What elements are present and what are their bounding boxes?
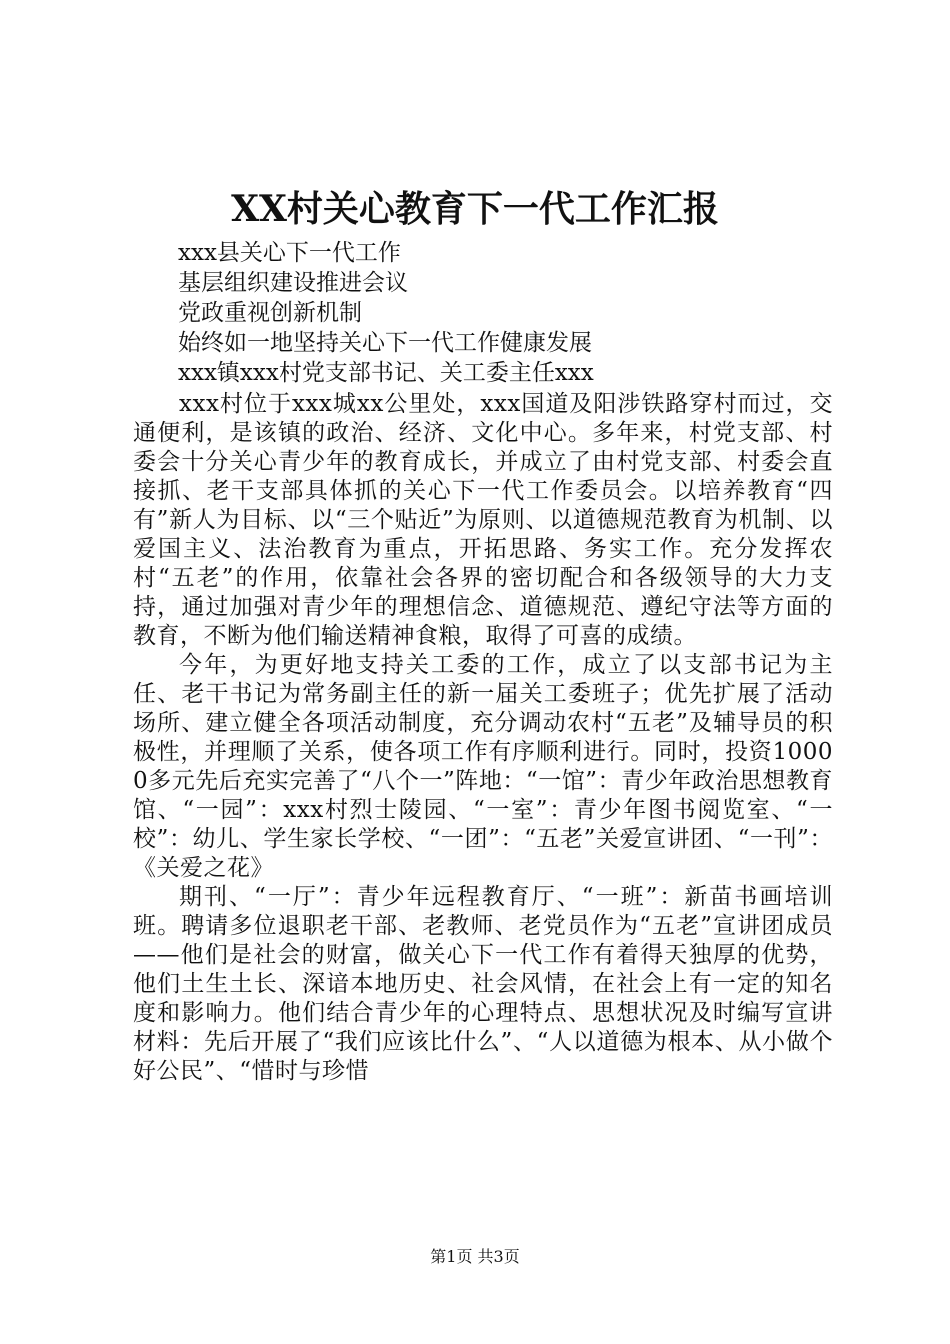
- document-title: XX村关心教育下一代工作汇报: [231, 188, 719, 230]
- lead-line: xxx镇xxx村党支部书记、关工委主任xxx: [178, 360, 594, 386]
- lead-line: xxx县关心下一代工作: [178, 240, 401, 266]
- lead-line: 基层组织建设推进会议: [178, 270, 408, 296]
- paragraph: 期刊、“一厅”：青少年远程教育厅、“一班”：新苗书画培训班。聘请多位退职老干部、老教师、老党员作为“五老”宣讲团成员——他们是社会的财富，做关心下一代工作有着得天独厚的优势，他们土生土长、深谙本地历史、社会风情，在社会上有一定的知名度和影响力。他们结合青少年的心理特点、思想状况及时编写宣讲材料：先后开展了“我们应该比什么”、“人以道德为根本、从小做个好公民”、“惜时与珍惜: [133, 884, 833, 1084]
- lead-lines: [178, 238, 858, 388]
- lead-line: 始终如一地坚持关心下一代工作健康发展: [178, 330, 592, 356]
- lead-line: 党政重视创新机制: [178, 300, 362, 326]
- body-text: [133, 390, 833, 1086]
- page-footer: 第1页 共3页: [430, 1247, 520, 1266]
- paragraph: 今年，为更好地支持关工委的工作，成立了以支部书记为主任、老干书记为常务副主任的新一届关工委班子；优先扩展了活动场所、建立健全各项活动制度，充分调动农村“五老”及辅导员的积极性，并理顺了关系，使各项工作有序顺利进行。同时，投资10000多元先后充实完善了“八个一”阵地：“一馆”：青少年政治思想教育馆、“一园”：xxx村烈士陵园、“一室”：青少年图书阅览室、“一校”：幼儿、学生家长学校、“一团”：“五老”关爱宣讲团、“一刊”：《关爱之花》: [133, 652, 833, 881]
- paragraph: xxx村位于xxx城xx公里处，xxx国道及阳涉铁路穿村而过，交通便利，是该镇的政治、经济、文化中心。多年来，村党支部、村委会十分关心青少年的教育成长，并成立了由村党支部、村委会直接抓、老干支部具体抓的关心下一代工作委员会。以培养教育“四有”新人为目标、以“三个贴近”为原则、以道德规范教育为机制、以爱国主义、法治教育为重点，开拓思路、务实工作。充分发挥农村“五老”的作用，依靠社会各界的密切配合和各级领导的大力支持，通过加强对青少年的理想信念、道德规范、遵纪守法等方面的教育，不断为他们输送精神食粮，取得了可喜的成绩。: [133, 391, 833, 649]
